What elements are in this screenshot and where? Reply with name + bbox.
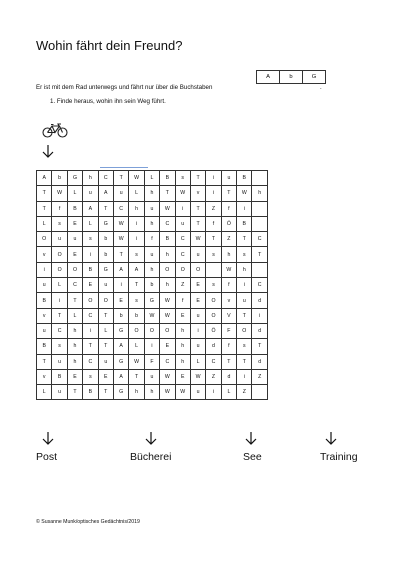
grid-cell: s (175, 171, 190, 186)
grid-cell: T (67, 385, 82, 400)
grid-cell: W (160, 369, 175, 384)
grid-cell: i (206, 171, 221, 186)
grid-cell: u (37, 278, 52, 293)
grid-cell: W (113, 232, 128, 247)
grid-cell: s (129, 293, 144, 308)
grid-cell: T (98, 308, 113, 323)
grid-cell: O (67, 262, 82, 277)
grid-cell: h (160, 278, 175, 293)
grid-cell: L (129, 186, 144, 201)
grid-cell: T (37, 354, 52, 369)
grid-cell: T (221, 354, 236, 369)
grid-cell: T (98, 339, 113, 354)
grid-cell: T (190, 201, 205, 216)
grid-cell: u (144, 369, 159, 384)
grid-cell: s (237, 247, 252, 262)
grid-cell: A (98, 186, 113, 201)
grid-cell: h (221, 247, 236, 262)
grid-cell: u (221, 171, 236, 186)
grid-cell: T (206, 232, 221, 247)
bicycle-icon (42, 123, 68, 138)
grid-cell: L (67, 186, 82, 201)
grid-cell: T (190, 216, 205, 231)
grid-cell: d (252, 354, 267, 369)
allowed-letter: b (280, 71, 303, 84)
grid-cell: f (221, 339, 236, 354)
grid-cell: u (52, 232, 67, 247)
grid-cell: T (221, 186, 236, 201)
grid-row (37, 354, 268, 369)
grid-cell: s (52, 216, 67, 231)
grid-cell: s (237, 339, 252, 354)
grid-cell: O (206, 308, 221, 323)
grid-cell: Z (206, 369, 221, 384)
grid-cell: E (113, 293, 128, 308)
grid-cell: B (83, 262, 98, 277)
grid-cell: h (160, 247, 175, 262)
grid-cell: L (37, 216, 52, 231)
grid-cell: O (37, 232, 52, 247)
grid-cell: T (160, 186, 175, 201)
grid-cell: h (144, 262, 159, 277)
grid-cell: s (83, 369, 98, 384)
grid-cell: f (221, 201, 236, 216)
grid-cell: E (190, 278, 205, 293)
grid-cell: B (67, 201, 82, 216)
grid-cell: E (67, 216, 82, 231)
grid-cell: T (67, 293, 82, 308)
grid-cell: s (206, 247, 221, 262)
grid-cell: E (175, 369, 190, 384)
grid-cell: B (237, 171, 252, 186)
destination-training: Training (320, 451, 358, 463)
grid-row (37, 232, 268, 247)
grid-row (37, 186, 268, 201)
grid-cell: i (237, 201, 252, 216)
grid-cell: E (67, 247, 82, 262)
intro-period: . (320, 84, 322, 91)
grid-cell: T (129, 369, 144, 384)
grid-cell: W (190, 232, 205, 247)
grid-cell: C (206, 354, 221, 369)
worksheet-title: Wohin fährt dein Freund? (36, 38, 183, 53)
grid-cell: h (144, 385, 159, 400)
grid-row (37, 278, 268, 293)
grid-cell: O (206, 293, 221, 308)
grid-cell: h (144, 186, 159, 201)
grid-cell: T (237, 308, 252, 323)
grid-cell: B (83, 385, 98, 400)
grid-cell: u (52, 385, 67, 400)
grid-cell: s (52, 339, 67, 354)
arrow-down-icon (325, 432, 337, 445)
grid-cell: Z (252, 369, 267, 384)
grid-cell: T (37, 186, 52, 201)
grid-cell: C (252, 232, 267, 247)
grid-cell: W (160, 385, 175, 400)
grid-cell: O (190, 262, 205, 277)
grid-cell: v (37, 247, 52, 262)
grid-cell: d (252, 293, 267, 308)
grid-cell: O (144, 323, 159, 338)
grid-cell: O (98, 293, 113, 308)
allowed-letter: A (257, 71, 280, 84)
grid-cell: O (129, 323, 144, 338)
grid-cell: A (83, 201, 98, 216)
grid-cell: C (160, 216, 175, 231)
grid-cell: T (52, 308, 67, 323)
grid-cell: f (52, 201, 67, 216)
grid-cell: b (129, 308, 144, 323)
grid-cell: C (175, 247, 190, 262)
grid-cell: h (129, 385, 144, 400)
grid-cell: O (160, 323, 175, 338)
grid-cell: s (83, 232, 98, 247)
allowed-letter: G (303, 71, 326, 84)
grid-cell: L (221, 385, 236, 400)
destination-post: Post (36, 451, 58, 463)
grid-cell: E (67, 369, 82, 384)
grid-cell: C (52, 323, 67, 338)
grid-cell: E (175, 308, 190, 323)
grid-cell: i (237, 278, 252, 293)
grid-cell: d (221, 369, 236, 384)
grid-cell (252, 216, 267, 231)
letter-grid (36, 170, 268, 400)
grid-cell: T (190, 171, 205, 186)
grid-cell: i (206, 385, 221, 400)
grid-cell: T (98, 201, 113, 216)
grid-cell: G (67, 171, 82, 186)
grid-cell: W (237, 186, 252, 201)
grid-cell: h (175, 323, 190, 338)
grid-cell: h (252, 186, 267, 201)
grid-cell: v (37, 369, 52, 384)
grid-cell: E (83, 278, 98, 293)
grid-cell: u (67, 232, 82, 247)
grid-cell (206, 262, 221, 277)
grid-row (37, 308, 268, 323)
grid-cell: T (113, 247, 128, 262)
grid-cell: A (113, 339, 128, 354)
grid-cell: A (37, 171, 52, 186)
grid-cell: W (175, 186, 190, 201)
grid-cell: W (160, 201, 175, 216)
grid-cell: i (129, 216, 144, 231)
grid-cell: T (237, 354, 252, 369)
grid-cell: B (52, 369, 67, 384)
grid-cell: h (67, 339, 82, 354)
grid-cell: Ö (206, 323, 221, 338)
grid-cell: s (129, 247, 144, 262)
grid-cell: h (237, 262, 252, 277)
grid-cell: u (190, 308, 205, 323)
grid-cell: L (129, 339, 144, 354)
grid-cell: B (37, 293, 52, 308)
grid-cell: i (175, 201, 190, 216)
grid-cell: b (52, 171, 67, 186)
grid-cell: i (206, 186, 221, 201)
grid-row (37, 293, 268, 308)
grid-cell: C (98, 171, 113, 186)
grid-cell: u (98, 354, 113, 369)
grid-cell: T (113, 171, 128, 186)
grid-cell: B (237, 216, 252, 231)
grid-cell: i (83, 247, 98, 262)
grid-cell: T (237, 232, 252, 247)
grid-cell (252, 262, 267, 277)
grid-cell: O (52, 247, 67, 262)
grid-cell: G (113, 323, 128, 338)
grid-cell: u (144, 247, 159, 262)
grid-cell: i (37, 262, 52, 277)
grid-cell: i (144, 339, 159, 354)
grid-cell: h (83, 171, 98, 186)
grid-row (37, 171, 268, 186)
grid-cell: i (190, 323, 205, 338)
grid-cell: u (190, 339, 205, 354)
destination-see: See (243, 451, 262, 463)
grid-cell: O (160, 262, 175, 277)
grid-cell: A (113, 262, 128, 277)
grid-cell: u (37, 323, 52, 338)
grid-cell: i (129, 232, 144, 247)
grid-cell: h (129, 201, 144, 216)
grid-cell: G (113, 385, 128, 400)
decorative-line (100, 167, 148, 168)
grid-cell: E (190, 293, 205, 308)
grid-cell: b (144, 278, 159, 293)
grid-cell: L (37, 385, 52, 400)
grid-row (37, 262, 268, 277)
grid-row (37, 216, 268, 231)
grid-cell: i (237, 369, 252, 384)
grid-cell: v (190, 186, 205, 201)
grid-cell: T (37, 201, 52, 216)
grid-cell: T (252, 339, 267, 354)
grid-cell: L (144, 171, 159, 186)
grid-cell: W (113, 216, 128, 231)
grid-row (37, 385, 268, 400)
intro-text: Er ist mit dem Rad unterwegs und fährt nur über die Buchstaben (36, 84, 213, 91)
grid-cell: Z (206, 201, 221, 216)
grid-cell: Z (175, 278, 190, 293)
grid-cell: f (206, 216, 221, 231)
grid-cell: T (129, 278, 144, 293)
grid-cell: A (129, 262, 144, 277)
grid-cell: W (221, 262, 236, 277)
grid-row (37, 201, 268, 216)
grid-cell: h (67, 354, 82, 369)
destination-buecherei: Bücherei (130, 451, 172, 463)
grid-cell: T (83, 339, 98, 354)
grid-cell: C (83, 354, 98, 369)
grid-cell: L (67, 308, 82, 323)
arrow-down-icon (42, 432, 54, 445)
grid-cell: E (98, 369, 113, 384)
grid-cell: s (206, 278, 221, 293)
grid-cell: B (160, 171, 175, 186)
grid-cell: u (237, 293, 252, 308)
grid-cell: u (98, 278, 113, 293)
grid-cell: u (52, 354, 67, 369)
grid-cell: u (83, 186, 98, 201)
grid-cell: L (52, 278, 67, 293)
task-instruction: 1. Finde heraus, wohin ihn sein Weg führt. (50, 98, 166, 105)
grid-cell: O (83, 293, 98, 308)
grid-cell: F (221, 323, 236, 338)
grid-cell: V (221, 308, 236, 323)
grid-cell: u (113, 186, 128, 201)
grid-cell (252, 201, 267, 216)
grid-cell: v (37, 308, 52, 323)
grid-cell: W (160, 308, 175, 323)
start-arrow-icon (42, 145, 54, 158)
grid-cell: E (160, 339, 175, 354)
grid-cell: u (190, 247, 205, 262)
grid-cell: C (83, 308, 98, 323)
grid-cell: Ö (221, 216, 236, 231)
grid-cell: W (129, 354, 144, 369)
grid-cell: C (113, 201, 128, 216)
grid-cell: L (190, 354, 205, 369)
grid-cell: B (160, 232, 175, 247)
grid-cell: L (98, 323, 113, 338)
grid-cell: i (252, 308, 267, 323)
grid-cell: O (52, 262, 67, 277)
grid-cell: b (98, 247, 113, 262)
grid-cell: C (160, 354, 175, 369)
grid-cell: T (252, 247, 267, 262)
grid-cell: O (237, 323, 252, 338)
grid-cell: b (98, 232, 113, 247)
allowed-letters-box (256, 70, 326, 84)
grid-cell: G (98, 262, 113, 277)
grid-cell: d (252, 323, 267, 338)
grid-row (37, 339, 268, 354)
grid-cell (252, 171, 267, 186)
grid-cell: C (67, 278, 82, 293)
copyright-footer: © Susanne Munk/optisches Gedächtnis/2019 (36, 519, 140, 525)
grid-row (37, 247, 268, 262)
grid-cell: b (113, 308, 128, 323)
grid-cell: F (144, 354, 159, 369)
grid-cell: O (175, 262, 190, 277)
grid-cell: f (221, 278, 236, 293)
grid-cell: u (144, 201, 159, 216)
grid-cell: d (206, 339, 221, 354)
grid-cell: i (52, 293, 67, 308)
grid-cell: h (67, 323, 82, 338)
grid-cell: i (83, 323, 98, 338)
grid-cell: Z (221, 232, 236, 247)
grid-row (37, 323, 268, 338)
grid-cell: A (113, 369, 128, 384)
grid-cell: W (160, 293, 175, 308)
grid-cell: f (175, 293, 190, 308)
grid-cell: W (144, 308, 159, 323)
grid-cell: h (144, 216, 159, 231)
grid-cell: B (37, 339, 52, 354)
grid-cell: G (144, 293, 159, 308)
grid-cell: T (98, 385, 113, 400)
grid-cell: G (98, 216, 113, 231)
grid-cell: f (144, 232, 159, 247)
arrow-down-icon (245, 432, 257, 445)
grid-cell: L (83, 216, 98, 231)
grid-cell: v (221, 293, 236, 308)
grid-cell: h (175, 339, 190, 354)
arrow-down-icon (145, 432, 157, 445)
grid-cell: i (113, 278, 128, 293)
grid-cell: G (113, 354, 128, 369)
grid-cell: C (252, 278, 267, 293)
grid-cell: u (190, 385, 205, 400)
grid-cell (252, 385, 267, 400)
grid-cell: W (52, 186, 67, 201)
grid-cell: W (175, 385, 190, 400)
grid-cell: h (175, 354, 190, 369)
grid-cell: C (175, 232, 190, 247)
grid-cell: u (175, 216, 190, 231)
grid-cell: Z (237, 385, 252, 400)
grid-cell: W (129, 171, 144, 186)
grid-cell: W (190, 369, 205, 384)
grid-row (37, 369, 268, 384)
